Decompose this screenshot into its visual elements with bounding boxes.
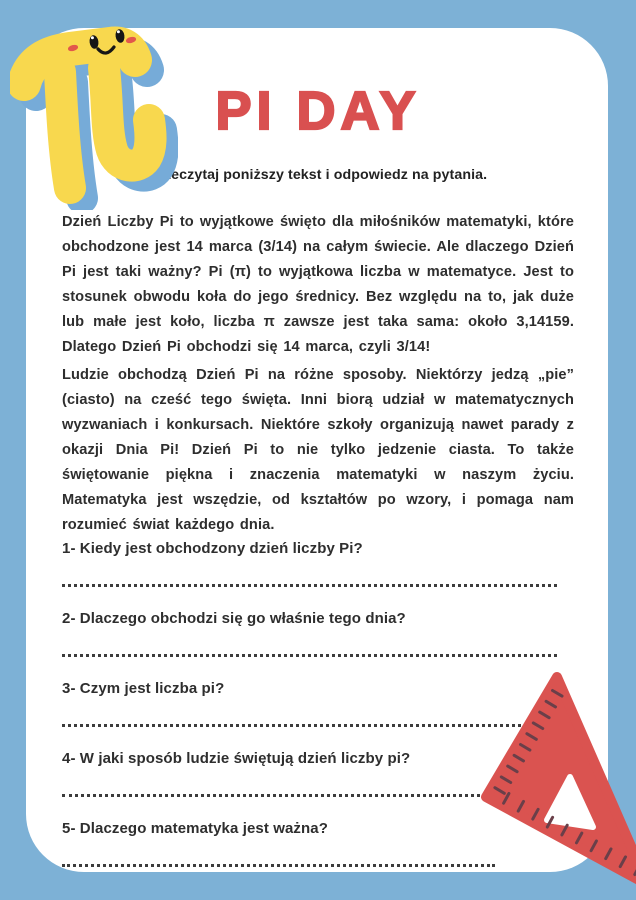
answer-blank-line[interactable]	[62, 584, 557, 587]
answer-blank-line[interactable]	[62, 864, 495, 867]
triangle-ruler-icon	[480, 668, 636, 900]
pi-character-icon	[10, 12, 178, 210]
question-label: 4- W jaki sposób ludzie świętują dzień liczby pi?	[62, 750, 411, 767]
question-label: 5- Dlaczego matematyka jest ważna?	[62, 820, 329, 837]
instruction-text: Przeczytaj poniższy tekst i odpowiedz na pytania.	[148, 167, 488, 183]
page-title: PI DAY	[215, 81, 421, 141]
reading-paragraph-1: Dzień Liczby Pi to wyjątkowe święto dla miłośników matematyki, które obchodzone jest 14 marca (3/14) na całym świecie. Ale dlaczego Dzień Pi jest taki ważny? Pi (π) to wyjątkowa liczba w matematyce. Jest to stosunek obwodu koła do jego średnicy. Bez względu na to, jak duże lub małe jest koło, liczba π zawsze jest taka sama: około 3,14159. Dlatego Dzień Pi obchodzi się 14 marca, czyli 3/14!	[62, 214, 574, 355]
answer-blank-line[interactable]	[62, 654, 557, 657]
question-block-2	[62, 608, 574, 657]
question-label: 1- Kiedy jest obchodzony dzień liczby Pi?	[62, 540, 363, 557]
question-label: 2- Dlaczego obchodzi się go właśnie tego dnia?	[62, 610, 406, 627]
reading-paragraph-2: Ludzie obchodzą Dzień Pi na różne sposoby. Niektórzy jedzą „pie” (ciasto) na cześć tego święta. Inni biorą udział w matematycznych wyzwaniach i konkursach. Niektóre szkoły organizują nawet parady z okazji Dnia Pi! Dzień Pi to nie tylko jedzenie ciasta. To także świętowanie piękna i znaczenia matematyki w naszym życiu. Matematyka jest wszędzie, od kształtów po wzory, i pomaga nam rozumieć świat każdego dnia.	[62, 367, 574, 533]
answer-blank-line[interactable]	[62, 794, 528, 797]
question-block-1	[62, 538, 574, 587]
question-label: 3- Czym jest liczba pi?	[62, 680, 225, 697]
